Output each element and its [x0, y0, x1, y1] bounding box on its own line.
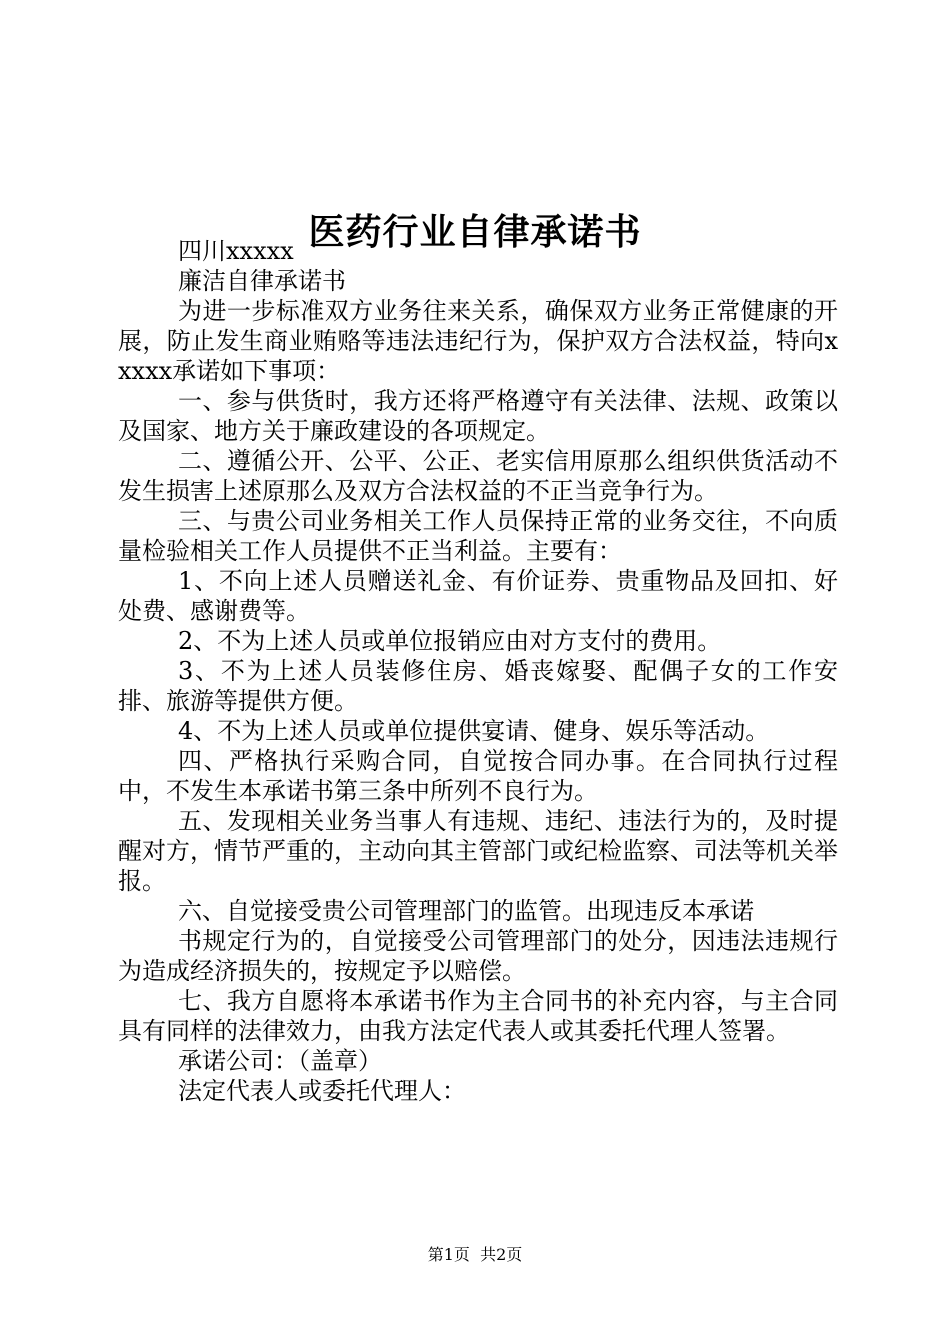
- paragraph-clause-3: 三、与贵公司业务相关工作人员保持正常的业务交往，不向质量检验相关工作人员提供不正当利益。主要有：: [118, 507, 838, 565]
- paragraph-recipient: 四川xxxxx: [178, 237, 294, 265]
- paragraph-subclause-1: 1、不向上述人员赠送礼金、有价证券、贵重物品及回扣、好处费、感谢费等。: [118, 567, 838, 625]
- page-footer: [0, 1245, 950, 1265]
- document-title: 医药行业自律承诺书: [308, 211, 642, 254]
- paragraph-clause-2: 二、遵循公开、公平、公正、老实信用原那么组织供货活动不发生损害上述原那么及双方合法权益的不正当竞争行为。: [118, 447, 838, 505]
- paragraph-intro: 为进一步标准双方业务往来关系，确保双方业务正常健康的开展，防止发生商业贿赂等违法违纪行为，保护双方合法权益，特向xxxxx承诺如下事项：: [118, 297, 838, 385]
- document-body: [118, 236, 838, 1106]
- paragraph-clause-5: 五、发现相关业务当事人有违规、违纪、违法行为的，及时提醒对方，情节严重的，主动向其主管部门或纪检监察、司法等机关举报。: [118, 807, 838, 895]
- paragraph-clause-7: 七、我方自愿将本承诺书作为主合同书的补充内容，与主合同具有同样的法律效力，由我方法定代表人或其委托代理人签署。: [118, 987, 838, 1045]
- paragraph-clause-6-continued: 书规定行为的，自觉接受公司管理部门的处分，因违法违规行为造成经济损失的，按规定予以赔偿。: [118, 927, 838, 985]
- paragraph-clause-6: 六、自觉接受贵公司管理部门的监管。出现违反本承诺: [178, 897, 754, 925]
- paragraph-subclause-3: 3、不为上述人员装修住房、婚丧嫁娶、配偶子女的工作安排、旅游等提供方便。: [118, 657, 838, 715]
- paragraph-representative: 法定代表人或委托代理人：: [178, 1077, 466, 1105]
- paragraph-company-seal: 承诺公司：（盖章）: [178, 1047, 382, 1075]
- paragraph-subclause-2: 2、不为上述人员或单位报销应由对方支付的费用。: [178, 627, 722, 655]
- paragraph-clause-4: 四、严格执行采购合同，自觉按合同办事。在合同执行过程中，不发生本承诺书第三条中所列不良行为。: [118, 747, 838, 805]
- page-number: 第1页 共2页: [427, 1245, 523, 1264]
- paragraph-clause-1: 一、参与供货时，我方还将严格遵守有关法律、法规、政策以及国家、地方关于廉政建设的各项规定。: [118, 387, 838, 445]
- paragraph-subclause-4: 4、不为上述人员或单位提供宴请、健身、娱乐等活动。: [178, 717, 770, 745]
- paragraph-subtitle: 廉洁自律承诺书: [178, 267, 346, 295]
